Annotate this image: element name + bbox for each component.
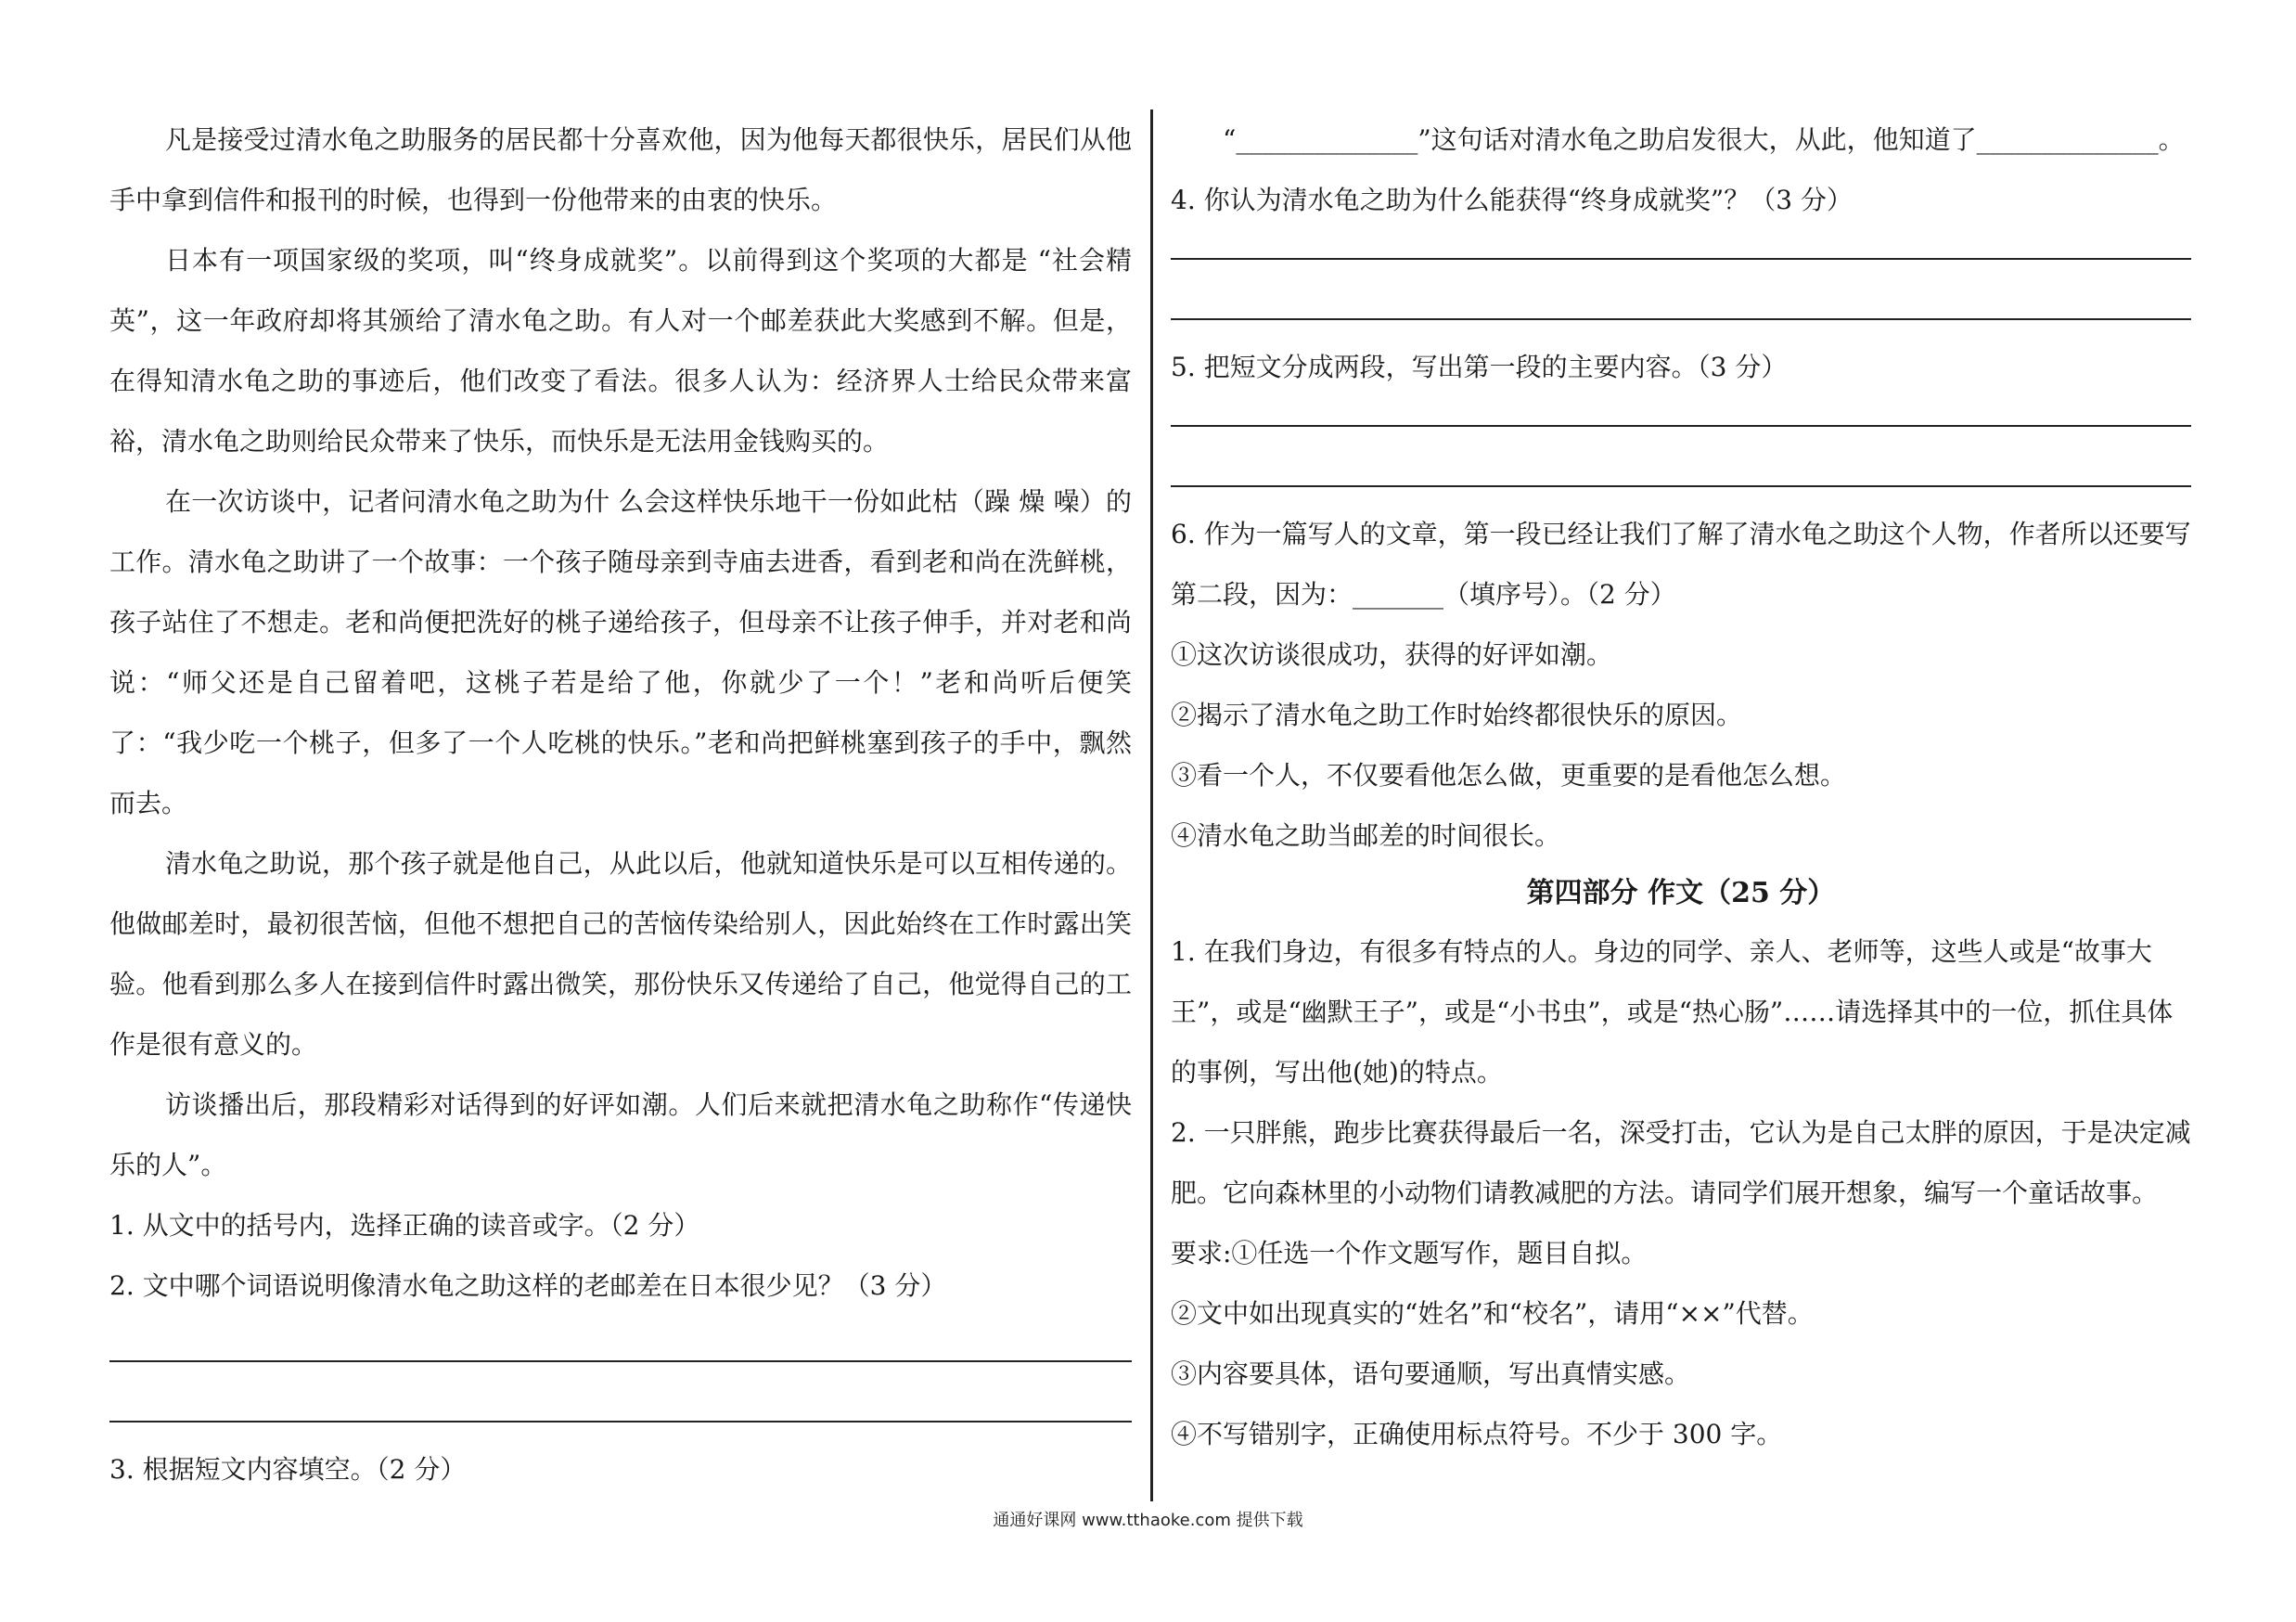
passage-paragraph-5: 访谈播出后，那段精彩对话得到的好评如潮。人们后来就把清水龟之助称作“传递快乐的人”。 <box>109 1089 1132 1180</box>
passage-paragraph-2: 日本有一项国家级的奖项，叫“终身成就奖”。以前得到这个奖项的大都是 “社会精英”，这一年政府却将其颁给了清水龟之助。有人对一个邮差获此大奖感到不解。但是，在得知清水龟之助的事迹后，他们改变了看法。很多人认为：经济界人士给民众带来富裕，清水龟之助则给民众带来了快乐，而快乐是无法用金钱购买的。 <box>109 245 1132 457</box>
option-3: ③看一个人，不仅要看他怎么做，更重要的是看他怎么想。 <box>1171 760 1847 791</box>
footer-credit: 通通好课网 www.tthaoke.com 提供下载 <box>993 1511 1303 1530</box>
option-4: ④清水龟之助当邮差的时间很长。 <box>1171 820 1561 851</box>
question-2: 2. 文中哪个词语说明像清水龟之助这样的老邮差在日本很少见？（3 分） <box>109 1270 947 1301</box>
right-column <box>1171 109 2191 1464</box>
requirement-3: ③内容要具体，语句要通顺，写出真情实感。 <box>1171 1358 1691 1389</box>
requirement-4: ④不写错别字，正确使用标点符号。不少于 300 字。 <box>1171 1419 1783 1449</box>
passage-paragraph-4: 清水龟之助说，那个孩子就是他自己，从此以后，他就知道快乐是可以互相传递的。他做邮差时，最初很苦恼，但他不想把自己的苦恼传染给别人，因此始终在工作时露出笑验。他看到那么多人在接到信件时露出微笑，那份快乐又传递给了自己，他觉得自己的工作是很有意义的。 <box>109 848 1132 1060</box>
section-title-composition: 第四部分 作文（25 分） <box>1526 877 1836 909</box>
option-1: ①这次访谈很成功，获得的好评如潮。 <box>1171 639 1613 670</box>
question-5: 5. 把短文分成两段，写出第一段的主要内容。（3 分） <box>1171 352 1788 382</box>
question-1: 1. 从文中的括号内，选择正确的读音或字。（2 分） <box>109 1210 700 1241</box>
column-divider <box>1150 109 1153 1501</box>
left-column <box>109 109 1132 1500</box>
question-4: 4. 你认为清水龟之助为什么能获得“终身成就奖”？（3 分） <box>1171 185 1853 215</box>
requirement-2: ②文中如出现真实的“姓名”和“校名”，请用“××”代替。 <box>1171 1298 1814 1329</box>
passage-paragraph-3: 在一次访谈中，记者问清水龟之助为什 么会这样快乐地干一份如此枯（躁 燥 噪）的工作。清水龟之助讲了一个故事：一个孩子随母亲到寺庙去进香，看到老和尚在洗鲜桃，孩子站住了不想走。老和尚便把洗好的桃子递给孩子，但母亲不让孩子伸手，并对老和尚说：“师父还是自己留着吧，这桃子若是给了他，你就少了一个！”老和尚听后便笑了：“我少吃一个桃子，但多了一个人吃桃的快乐。”老和尚把鲜桃塞到孩子的手中，飘然而去。 <box>109 486 1132 818</box>
fill-blank-sentence: “______________”这句话对清水龟之助启发很大，从此，他知道了______________。 <box>1223 124 2185 155</box>
question-3: 3. 根据短文内容填空。（2 分） <box>109 1454 467 1485</box>
option-2: ②揭示了清水龟之助工作时始终都很快乐的原因。 <box>1171 700 1743 730</box>
writing-prompt-2: 2. 一只胖熊，跑步比赛获得最后一名，深受打击，它认为是自己太胖的原因，于是决定减肥。它向森林里的小动物们请教减肥的方法。请同学们展开想象，编写一个童话故事。 <box>1171 1117 2191 1208</box>
requirement-1: 要求:①任选一个作文题写作，题目自拟。 <box>1171 1238 1648 1268</box>
question-6: 6. 作为一篇写人的文章，第一段已经让我们了解了清水龟之助这个人物，作者所以还要写第二段，因为：_______（填序号）。（2 分） <box>1171 519 2191 610</box>
writing-prompt-1: 1. 在我们身边，有很多有特点的人。身边的同学、亲人、老师等，这些人或是“故事大王”，或是“幽默王子”，或是“小书虫”，或是“热心肠”……请选择其中的一位，抓住具体的事例，写出他(她)的特点。 <box>1171 936 2174 1088</box>
passage-paragraph-1: 凡是接受过清水龟之助服务的居民都十分喜欢他，因为他每天都很快乐，居民们从他手中拿到信件和报刊的时候，也得到一份他带来的由衷的快乐。 <box>109 124 1132 215</box>
